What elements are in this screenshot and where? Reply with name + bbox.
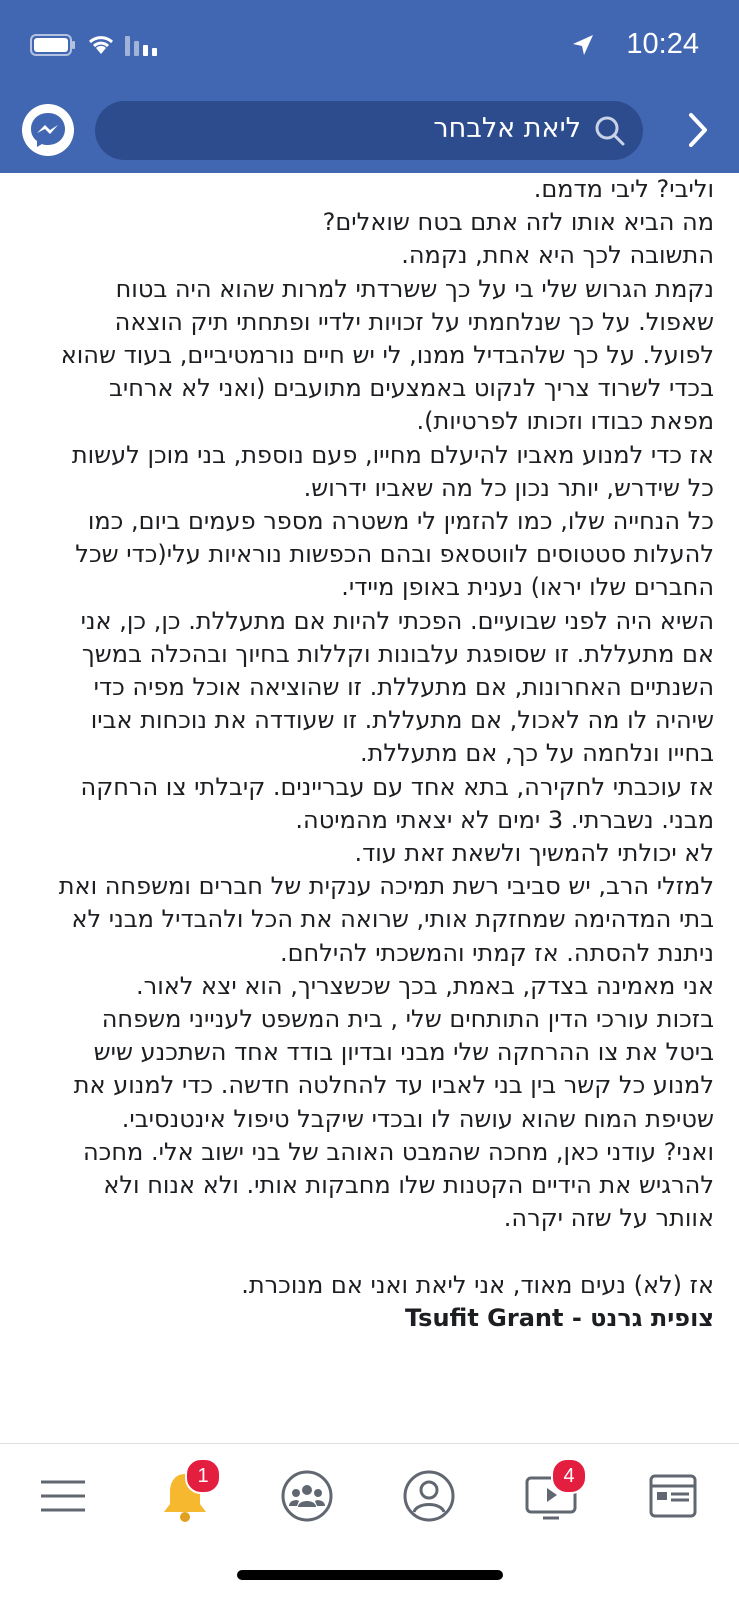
groups-icon xyxy=(277,1466,337,1526)
status-time: 10:24 xyxy=(626,28,699,60)
post-line: וליבי? ליבי מדמם. xyxy=(533,175,714,203)
tab-watch[interactable] xyxy=(521,1466,581,1526)
messenger-icon xyxy=(22,104,74,156)
top-bar xyxy=(0,0,739,173)
notifications-badge: 1 xyxy=(185,1458,221,1494)
post-line: אוותר על שזה יקרה. xyxy=(503,1204,714,1233)
post-line: שטיפת המוח שהוא עושה לו ובכדי שיקבל טיפול אינטנסיבי. xyxy=(121,1104,714,1133)
post-line: נקמת הגרוש שלי בי על כך ששרדתי למרות שהוא היה בטוח xyxy=(115,274,714,303)
post-line: אז עוכבתי לחקירה, בתא אחד עם עבריינים. קיבלתי צו הרחקה xyxy=(80,772,714,801)
post-line: שאפול. על כך שנלחמתי על זכויות ילדיי ופתחתי תיק הוצאה xyxy=(114,307,714,336)
post-line: בתי המדהימה שמחזקת אותי, שרואה את הכל ולהבדיל מבני לא xyxy=(71,905,714,934)
battery-icon xyxy=(30,34,76,60)
tab-profile[interactable] xyxy=(399,1466,459,1526)
tab-notifications[interactable] xyxy=(155,1466,215,1526)
post-line: אם מתעללת. זו שסופגת עלבונות וקללות בחיוך ובהכלה במשך xyxy=(81,639,714,668)
post-line: בחייו ונלחמה על כך, אם מתעללת. xyxy=(359,739,714,768)
post-line: ביטל את צו ההרחקה שלי מבני ובדיון בודד אחד השתכנע שיש xyxy=(93,1038,714,1067)
post-line: לפועל. על כך שלהבדיל ממנו, לי יש חיים נורמטיביים, בעוד שהוא xyxy=(60,341,714,370)
post-line: בכדי לשרוד צריך לנקוט באמצעים מתועבים (ואני לא ארחיב xyxy=(108,374,714,403)
header-nav xyxy=(0,100,739,162)
messenger-button[interactable] xyxy=(22,104,74,156)
post-line: מפאת כבודו וזכותו לפרטיות). xyxy=(416,407,714,436)
post-line: לא יכולתי להמשיך ולשאת זאת עוד. xyxy=(354,839,714,868)
post-line: אז כדי למנוע מאביו להיעלם מחייו, פעם נוספת, בני מוכן לעשות xyxy=(71,440,714,469)
search-bar[interactable] xyxy=(95,101,643,160)
post-line: להרגיש את הידיים הקטנות שלו מחבקות אותי. ולא אנוח ולא xyxy=(103,1171,714,1200)
tab-feed[interactable] xyxy=(643,1466,703,1526)
home-indicator xyxy=(237,1570,503,1580)
location-arrow-icon xyxy=(572,34,594,60)
post-line: מה הביא אותו לזה אתם בטח שואלים? xyxy=(322,208,714,237)
signal-icon xyxy=(125,36,159,60)
news-feed-icon xyxy=(643,1466,703,1526)
wifi-icon xyxy=(86,32,116,60)
paragraph-gap xyxy=(14,1236,714,1269)
profile-icon xyxy=(399,1466,459,1526)
post-line: השיא היה לפני שבועיים. הפכתי להיות אם מתעללת. כן, כן, אני xyxy=(80,606,714,635)
watch-badge: 4 xyxy=(551,1458,587,1494)
menu-icon xyxy=(33,1466,93,1526)
post-line: למזלי הרב, יש סביבי רשת תמיכה ענקית של חברים ומשפחה ואת xyxy=(58,872,714,901)
post-line: למנוע כל קשר בין בני לאביו עד להחלטה חדשה. כדי למנוע את xyxy=(73,1071,714,1100)
back-chevron-icon[interactable] xyxy=(687,112,709,152)
tab-menu[interactable] xyxy=(33,1466,93,1526)
tab-groups[interactable] xyxy=(277,1466,337,1526)
post-line: מבני. נשברתי. 3 ימים לא יצאתי מהמיטה. xyxy=(295,805,714,834)
post-closing: אז (לא) נעים מאוד, אני ליאת ואני אם מנוכרת. xyxy=(241,1270,714,1299)
post-text xyxy=(14,173,714,1335)
post-content xyxy=(0,173,739,1430)
status-bar xyxy=(0,0,739,92)
post-line: בזכות עורכי הדין התותחים שלי , בית המשפט לענייני משפחה xyxy=(101,1005,714,1034)
post-line: כל הנחייה שלו, כמו להזמין לי משטרה מספר פעמים ביום, כמו xyxy=(87,507,714,536)
post-line: החברים שלו יראו) נענית באופן מיידי. xyxy=(341,573,714,602)
post-line: ניתנת להסתה. אז קמתי והמשכתי להילחם. xyxy=(280,938,714,967)
post-line: אני מאמינה בצדק, באמת, בכך שכשצריך, הוא יצא לאור. xyxy=(136,971,714,1000)
search-query: ליאת אלבחר xyxy=(433,113,581,144)
post-line: כל שידרש, יותר נכון כל מה שאביו ידרוש. xyxy=(303,473,714,502)
post-line: השנתיים האחרונות, אם מתעללת. זו שהוציאה אוכל מפיה כדי xyxy=(93,673,714,702)
post-line: להעלות סטטוסים לווטסאפ ובהם הכפשות נוראיות עלי(כדי שכל xyxy=(75,540,714,569)
post-line: ואני? עודני כאן, מחכה שהמבט האוהב של בני ישוב אלי. מחכה xyxy=(82,1137,714,1166)
search-icon xyxy=(593,114,627,152)
post-signature: צופית גרנט - Tsufit Grant xyxy=(405,1303,714,1332)
post-line: שיהיה לו מה לאכול, אם מתעללת. זו שעודדה את נוכחות אביו xyxy=(90,706,714,735)
post-line: התשובה לכך היא אחת, נקמה. xyxy=(401,241,714,270)
